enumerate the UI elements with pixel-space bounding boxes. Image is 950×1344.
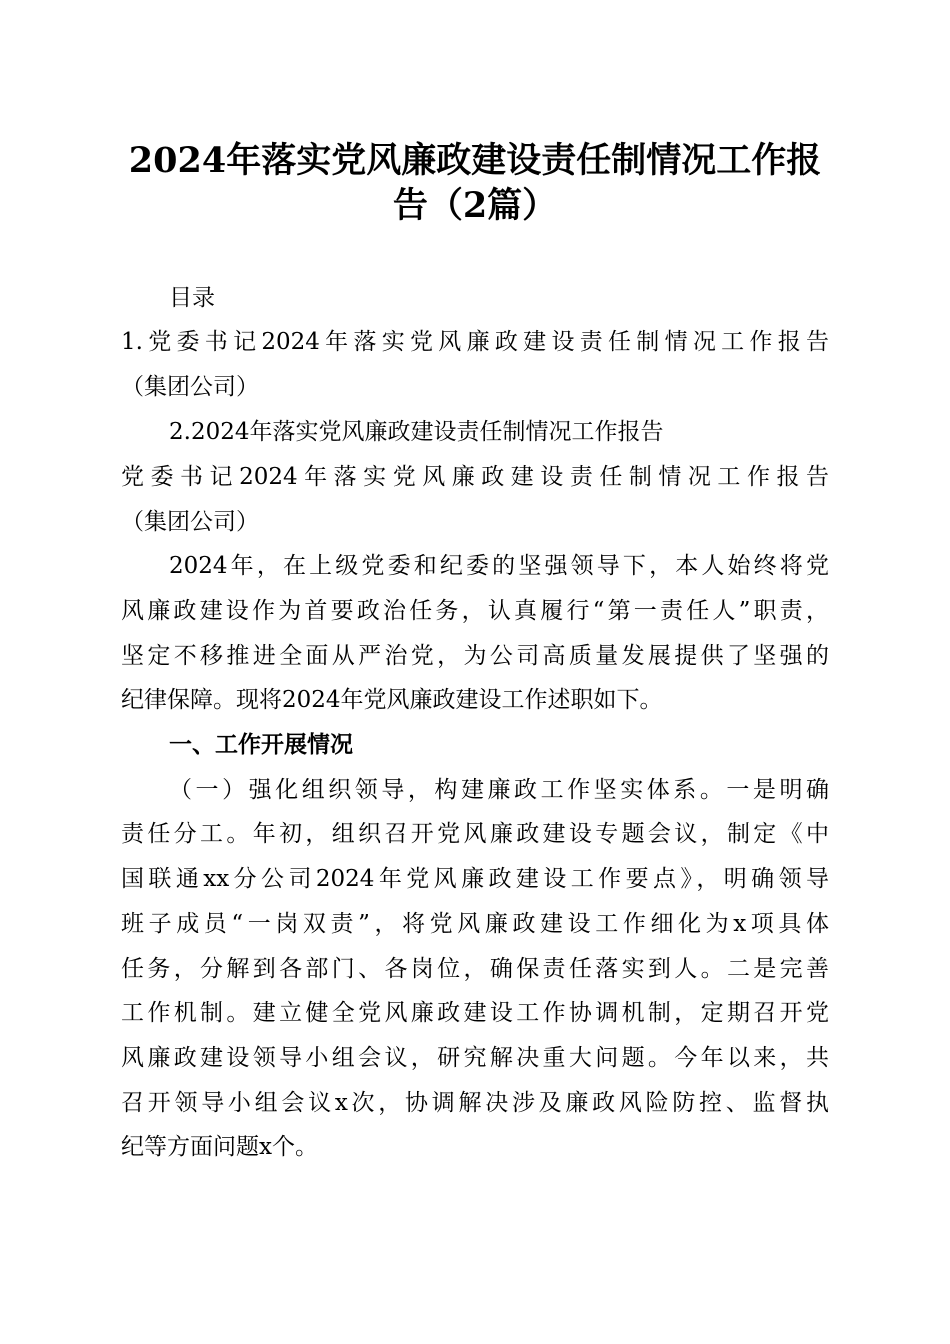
document-title-line-1: 2024年落实党风廉政建设责任制情况工作报 bbox=[128, 140, 822, 181]
intro-paragraph-line: 纪律保障。现将2024年党风廉政建设工作述职如下。 bbox=[121, 687, 663, 713]
section-paragraph-line: 国联通xx分公司2024年党风廉政建设工作要点》，明确领导 bbox=[121, 866, 829, 892]
intro-paragraph-line: 坚定不移推进全面从严治党，为公司高质量发展提供了坚强的 bbox=[121, 643, 829, 669]
toc-item-2: 2.2024年落实党风廉政建设责任制情况工作报告 bbox=[169, 419, 664, 445]
intro-paragraph-line: 2024年，在上级党委和纪委的坚强领导下，本人始终将党 bbox=[169, 553, 829, 579]
document-title-line-2: 告（2篇） bbox=[392, 185, 558, 226]
section-paragraph-line: 任务，分解到各部门、各岗位，确保责任落实到人。二是完善 bbox=[121, 956, 829, 982]
section-heading: 一、工作开展情况 bbox=[169, 732, 353, 758]
section-paragraph-line: 召开领导小组会议x次，协调解决涉及廉政风险防控、监督执 bbox=[121, 1090, 829, 1116]
report-subtitle: 党委书记2024年落实党风廉政建设责任制情况工作报告 bbox=[121, 464, 829, 490]
toc-item-1: 1.党委书记2024年落实党风廉政建设责任制情况工作报告 bbox=[121, 329, 829, 355]
intro-paragraph-line: 风廉政建设作为首要政治任务，认真履行“第一责任人”职责， bbox=[121, 598, 829, 624]
section-paragraph-line: 责任分工。年初，组织召开党风廉政建设专题会议，制定《中 bbox=[121, 821, 829, 847]
section-paragraph-line: （一）强化组织领导，构建廉政工作坚实体系。一是明确 bbox=[169, 777, 829, 803]
toc-item-1-continuation: （集团公司） bbox=[121, 374, 259, 400]
section-paragraph-line: 纪等方面问题x个。 bbox=[121, 1134, 318, 1160]
section-paragraph-line: 工作机制。建立健全党风廉政建设工作协调机制，定期召开党 bbox=[121, 1000, 829, 1026]
section-paragraph-line: 班子成员“一岗双责”，将党风廉政建设工作细化为x项具体 bbox=[121, 911, 829, 937]
section-paragraph-line: 风廉政建设领导小组会议，研究解决重大问题。今年以来，共 bbox=[121, 1045, 829, 1071]
toc-label: 目录 bbox=[169, 285, 215, 311]
report-subtitle-continuation: （集团公司） bbox=[121, 509, 259, 535]
